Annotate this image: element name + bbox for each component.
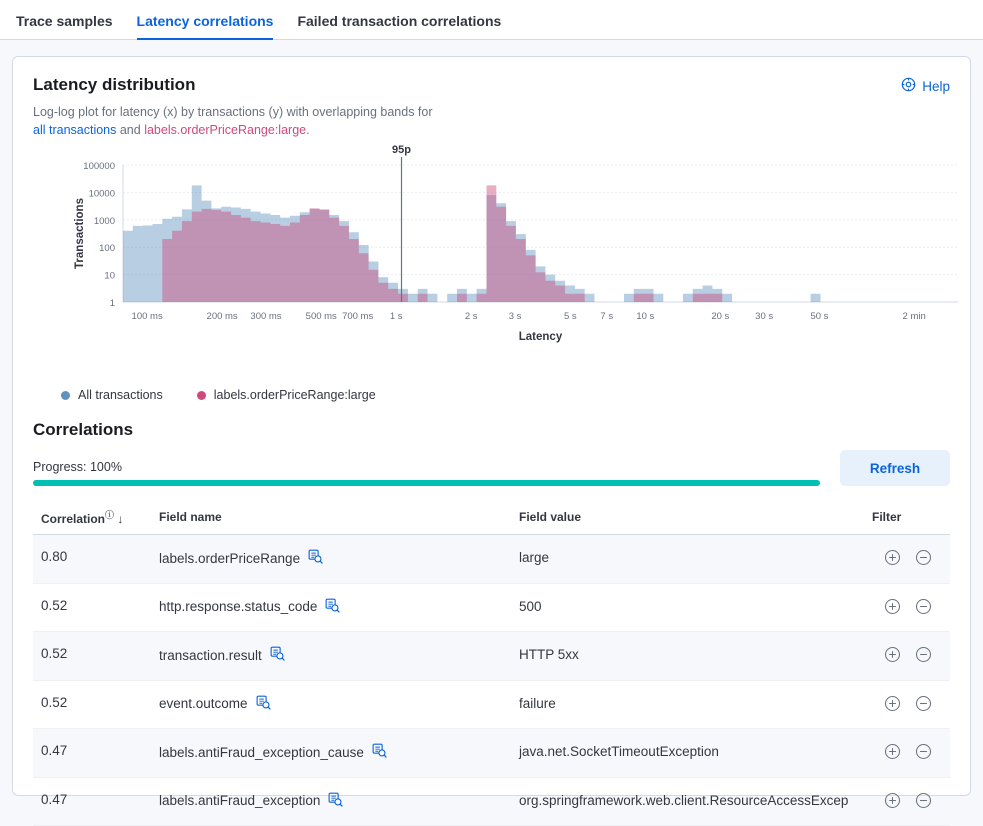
table-header-row [33, 502, 950, 535]
correlations-title: Correlations [33, 420, 134, 440]
cell-correlation: 0.47 [33, 729, 151, 778]
svg-text:Transactions: Transactions [74, 198, 86, 270]
field-value-text: java.net.SocketTimeoutException [519, 744, 719, 760]
column-label-correlation: Correlation [41, 512, 106, 527]
cell-filter-actions [864, 583, 950, 632]
filter-include-icon[interactable] [884, 549, 901, 569]
cell-field-value [511, 535, 864, 584]
sort-descending-icon[interactable]: ↓ [117, 512, 124, 527]
help-icon [901, 77, 916, 95]
help-label: Help [922, 78, 950, 94]
cell-correlation: 0.52 [33, 632, 151, 681]
cell-correlation: 0.47 [33, 777, 151, 826]
cell-correlation: 0.52 [33, 680, 151, 729]
description-period: . [306, 123, 310, 138]
progress-row [33, 450, 950, 486]
table-row[interactable] [33, 777, 950, 826]
column-header-filter: Filter [864, 502, 950, 535]
field-value-text: 500 [519, 598, 542, 614]
cell-filter-actions [864, 535, 950, 584]
svg-text:100: 100 [99, 243, 115, 255]
cell-correlation: 0.80 [33, 535, 151, 584]
svg-text:5 s: 5 s [563, 311, 577, 323]
table-row[interactable] [33, 729, 950, 778]
cell-field-name [151, 729, 511, 778]
tab-trace-samples[interactable]: Trace samples [16, 13, 113, 29]
svg-text:10 s: 10 s [636, 311, 655, 323]
field-value-text: failure [519, 695, 556, 711]
svg-text:100000: 100000 [83, 161, 115, 173]
field-name-text: transaction.result [159, 647, 262, 663]
filter-include-icon[interactable] [884, 792, 901, 812]
legend-label-all-transactions: All transactions [78, 388, 163, 403]
field-name-text: labels.antiFraud_exception [159, 793, 321, 809]
svg-text:700 ms: 700 ms [342, 311, 374, 323]
tab-failed-transaction-correlations[interactable]: Failed transaction correlations [297, 13, 502, 29]
filter-include-icon[interactable] [884, 646, 901, 666]
svg-text:30 s: 30 s [755, 311, 774, 323]
latency-header [33, 75, 950, 103]
inspect-magnifier-icon[interactable] [372, 743, 387, 761]
svg-text:1: 1 [109, 298, 115, 310]
inspect-magnifier-icon[interactable] [256, 695, 271, 713]
field-value-text: HTTP 5xx [519, 647, 579, 663]
latency-distribution-title: Latency distribution [33, 75, 196, 94]
svg-text:Latency: Latency [518, 331, 563, 344]
progress-label: Progress: 100% [33, 460, 122, 475]
cell-correlation: 0.52 [33, 583, 151, 632]
correlations-table [33, 502, 950, 826]
cell-field-value [511, 632, 864, 681]
svg-text:2 min: 2 min [902, 311, 926, 323]
main-panel [12, 56, 971, 809]
cell-filter-actions [864, 729, 950, 778]
inspect-magnifier-icon[interactable] [328, 792, 343, 810]
legend-label-field: labels.orderPriceRange:large [213, 388, 376, 403]
table-row[interactable] [33, 583, 950, 632]
help-link[interactable] [901, 77, 950, 95]
latency-description [33, 103, 653, 139]
column-header-field-value[interactable]: Field value [511, 502, 864, 535]
cell-field-value [511, 777, 864, 826]
progress-bar [33, 480, 820, 486]
filter-exclude-icon[interactable] [915, 695, 932, 715]
info-icon[interactable]: ⓘ [105, 510, 115, 521]
filter-include-icon[interactable] [884, 743, 901, 763]
latency-distribution-chart[interactable] [33, 144, 950, 392]
svg-text:2 s: 2 s [464, 311, 478, 323]
progress-bar-fill [33, 480, 820, 486]
svg-text:3 s: 3 s [508, 311, 522, 323]
table-row[interactable] [33, 535, 950, 584]
tab-bar [0, 0, 983, 40]
all-transactions-link[interactable]: all transactions [33, 123, 117, 138]
cell-field-name [151, 777, 511, 826]
cell-field-value [511, 583, 864, 632]
inspect-magnifier-icon[interactable] [325, 598, 340, 616]
field-value-text: large [519, 550, 550, 566]
svg-text:500 ms: 500 ms [305, 311, 337, 323]
svg-text:10000: 10000 [88, 188, 115, 200]
chart-svg [33, 144, 973, 392]
field-name-text: labels.orderPriceRange [159, 550, 301, 566]
inspect-magnifier-icon[interactable] [308, 549, 323, 567]
svg-text:10: 10 [104, 270, 115, 282]
field-name-text: event.outcome [159, 696, 248, 712]
inspect-magnifier-icon[interactable] [270, 646, 285, 664]
cell-field-name [151, 632, 511, 681]
svg-text:100 ms: 100 ms [131, 311, 163, 323]
filter-exclude-icon[interactable] [915, 743, 932, 763]
column-header-field-name[interactable]: Field name [151, 502, 511, 535]
svg-text:50 s: 50 s [810, 311, 829, 323]
svg-text:300 ms: 300 ms [250, 311, 282, 323]
refresh-button[interactable]: Refresh [840, 450, 950, 486]
field-filter-link[interactable]: labels.orderPriceRange:large [144, 123, 307, 138]
cell-field-name [151, 680, 511, 729]
svg-text:1000: 1000 [93, 216, 115, 228]
description-text: Log-log plot for latency (x) by transactions (y) with overlapping bands for [33, 105, 433, 119]
svg-text:1 s: 1 s [389, 311, 403, 323]
cell-field-value [511, 680, 864, 729]
tab-latency-correlations[interactable]: Latency correlations [137, 14, 274, 40]
filter-exclude-icon[interactable] [915, 792, 932, 812]
table-row[interactable] [33, 680, 950, 729]
svg-text:95p: 95p [392, 144, 411, 157]
field-name-text: http.response.status_code [159, 599, 318, 615]
cell-filter-actions [864, 632, 950, 681]
cell-filter-actions [864, 680, 950, 729]
svg-text:7 s: 7 s [600, 311, 614, 323]
svg-text:200 ms: 200 ms [206, 311, 238, 323]
filter-include-icon[interactable] [884, 598, 901, 618]
cell-field-name [151, 535, 511, 584]
cell-field-value [511, 729, 864, 778]
filter-exclude-icon[interactable] [915, 549, 932, 569]
field-value-text: org.springframework.web.client.ResourceAccessExcep [519, 792, 849, 808]
svg-text:20 s: 20 s [711, 311, 730, 323]
filter-exclude-icon[interactable] [915, 598, 932, 618]
table-row[interactable] [33, 632, 950, 681]
cell-field-name [151, 583, 511, 632]
filter-exclude-icon[interactable] [915, 646, 932, 666]
description-and: and [119, 123, 141, 138]
filter-include-icon[interactable] [884, 695, 901, 715]
column-header-correlation[interactable] [33, 502, 151, 535]
field-name-text: labels.antiFraud_exception_cause [159, 744, 364, 760]
cell-filter-actions [864, 777, 950, 826]
